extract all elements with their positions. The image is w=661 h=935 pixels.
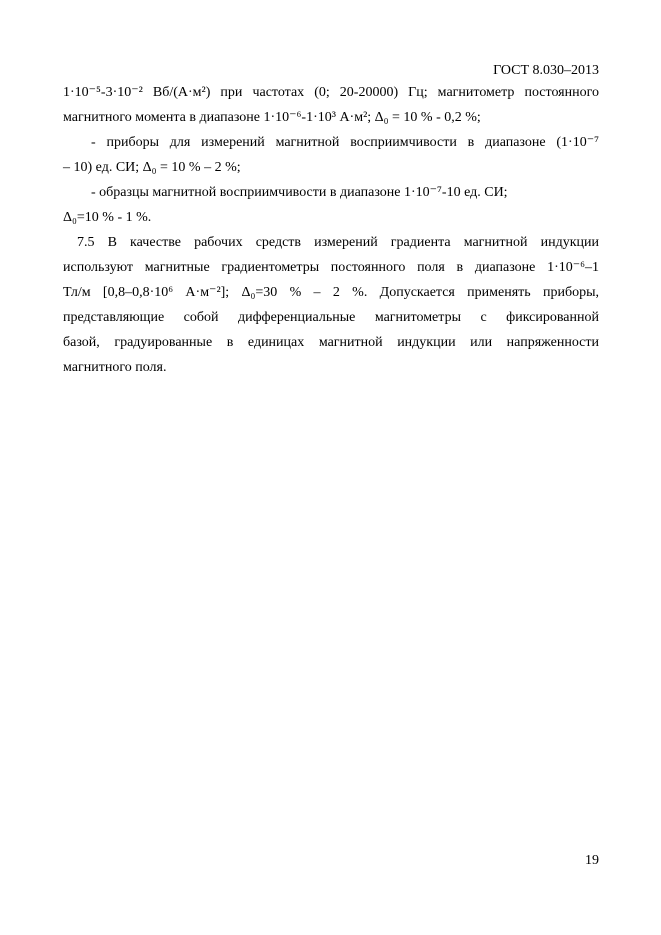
text-line: Δ₀=10 % - 1 %. [63, 210, 152, 225]
text-line: – 10) ед. СИ; Δ₀ = 10 % – 2 %; [63, 160, 241, 175]
text-line: Тл/м [0,8–0,8·10⁶ А·м⁻²]; Δ₀=30 % – 2 %. Допускается применять приборы, [63, 285, 599, 300]
paragraph-instruments [63, 130, 599, 180]
text-line: используют магнитные градиентометры постоянного поля в диапазоне 1·10⁻⁶–1 [63, 260, 599, 275]
body-text [63, 80, 599, 380]
text-line: 7.5 В качестве рабочих средств измерений градиента магнитной индукции [77, 235, 599, 250]
text-line: магнитного поля. [63, 360, 167, 375]
text-line: представляющие собой дифференциальные магнитометры с фиксированной [63, 310, 599, 325]
paragraph-7-5 [63, 230, 599, 380]
text-line: 1·10⁻⁵-3·10⁻² Вб/(А·м²) при частотах (0; 20-20000) Гц; магнитометр постоянного [63, 85, 599, 100]
text-line: - приборы для измерений магнитной восприимчивости в диапазоне (1·10⁻⁷ [91, 135, 599, 150]
paragraph-continuation [63, 80, 599, 130]
page-number: 19 [585, 853, 599, 868]
paragraph-samples [63, 180, 599, 230]
text-line: - образцы магнитной восприимчивости в диапазоне 1·10⁻⁷-10 ед. СИ; [91, 185, 508, 200]
text-line: магнитного момента в диапазоне 1·10⁻⁶-1·10³ А·м²; Δ₀ = 10 % - 0,2 %; [63, 110, 481, 125]
text-line: базой, градуированные в единицах магнитной индукции или напряженности [63, 335, 599, 350]
standard-header: ГОСТ 8.030–2013 [493, 63, 599, 78]
